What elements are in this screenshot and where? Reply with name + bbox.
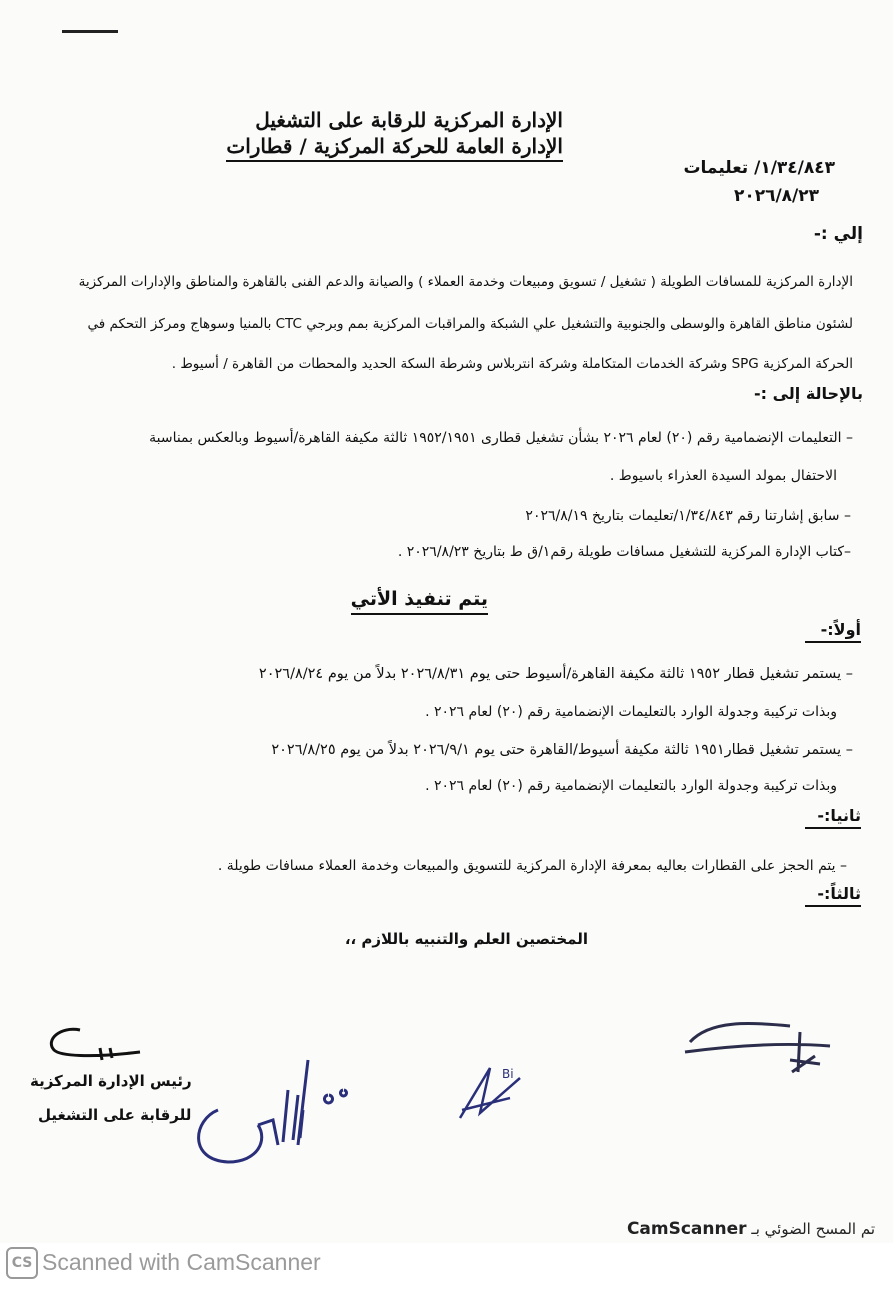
signature-left — [188, 1050, 358, 1170]
scanner-brand: CamScanner — [626, 1219, 747, 1239]
recipient-line: الإدارة المركزية للمسافات الطويلة ( تشغيل / تسويق ومبيعات وخدمة العملاء ) والصيانة والدعم الفنى بالقاهرة والمناطق والإدارات المركزية — [78, 274, 853, 290]
scanner-footer — [0, 1243, 893, 1305]
first-item: وبذات تركيبة وجدولة الوارد بالتعليمات الإنضمامية رقم (٢٠) لعام ٢٠٢٦ . — [425, 704, 837, 720]
reference-date: ٢٠٢٦/٨/٢٣ — [733, 186, 819, 206]
top-mark — [62, 30, 118, 33]
referral-item: الاحتفال بمولد السيدة العذراء باسيوط . — [609, 468, 837, 484]
first-item: – يستمر تشغيل قطار ١٩٥٢ ثالثة مكيفة القاهرة/أسيوط حتى يوم ٢٠٢٦/٨/٣١ بدلاً من يوم ٢٠٢٦/٨/٢٤ — [258, 666, 853, 682]
scanner-arabic-text: تم المسح الضوئي بـ — [751, 1220, 875, 1238]
second-item: – يتم الحجز على القطارات بعاليه بمعرفة الإدارة المركزية للتسويق والمبيعات وخدمة العملاء مسافات طويلة . — [217, 858, 847, 874]
svg-text:Bi: Bi — [502, 1067, 514, 1081]
camscanner-logo-icon: CS — [6, 1247, 38, 1279]
referral-item: –كتاب الإدارة المركزية للتشغيل مسافات طويلة رقم١/ق ط بتاريخ ٢٠٢٦/٨/٢٣ . — [397, 544, 851, 560]
closing-line: المختصين العلم والتنبيه باللازم ،، — [344, 930, 588, 948]
signature-title-1: رئيس الإدارة المركزية — [30, 1072, 192, 1090]
signature-center — [450, 1058, 540, 1128]
scanner-watermark: Scanned with CamScanner — [42, 1249, 321, 1275]
reference-number: ١/٣٤/٨٤٣/ تعليمات — [683, 158, 835, 178]
third-label: ثالثاً:- — [805, 884, 861, 907]
first-item: – يستمر تشغيل قطار١٩٥١ ثالثة مكيفة أسيوط/القاهرة حتى يوم ٢٠٢٦/٩/١ بدلاً من يوم ٢٠٢٦/٨/٢٥ — [271, 742, 853, 758]
recipient-line: لشئون مناطق القاهرة والوسطى والجنوبية والتشغيل علي الشبكة والمراقبات المركزية بمم وبرجي CTC بالمنيا وسوهاج ومركز التحكم في — [87, 316, 853, 332]
signature-small — [40, 1018, 150, 1068]
referral-item: – سابق إشارتنا رقم ١/٣٤/٨٤٣/تعليمات بتاريخ ٢٠٢٦/٨/١٩ — [525, 508, 851, 524]
recipient-line: الحركة المركزية SPG وشركة الخدمات المتكاملة وشركة انتربلاس وشرطة السكة الحديد والمحطات من القاهرة / أسيوط . — [171, 356, 853, 372]
header-line-1: الإدارة المركزية للرقابة على التشغيل — [255, 108, 563, 132]
signature-title-2: للرقابة على التشغيل — [38, 1106, 192, 1124]
second-label: ثانيا:- — [805, 806, 861, 829]
header-line-2: الإدارة العامة للحركة المركزية / قطارات — [226, 134, 563, 162]
first-item: وبذات تركيبة وجدولة الوارد بالتعليمات الإنضمامية رقم (٢٠) لعام ٢٠٢٦ . — [425, 778, 837, 794]
signature-right — [680, 1012, 840, 1082]
to-label: إلي :- — [813, 224, 863, 244]
scanner-arabic — [627, 1219, 875, 1239]
referral-item: – التعليمات الإنضمامية رقم (٢٠) لعام ٢٠٢٦ بشأن تشغيل قطارى ١٩٥٢/١٩٥١ ثالثة مكيفة القاهرة/أسيوط وبالعكس بمناسبة — [149, 430, 853, 446]
execute-title: يتم تنفيذ الأتي — [351, 588, 488, 615]
referral-label: بالإحالة إلى :- — [753, 384, 863, 403]
first-label: أولاً:- — [805, 620, 861, 643]
